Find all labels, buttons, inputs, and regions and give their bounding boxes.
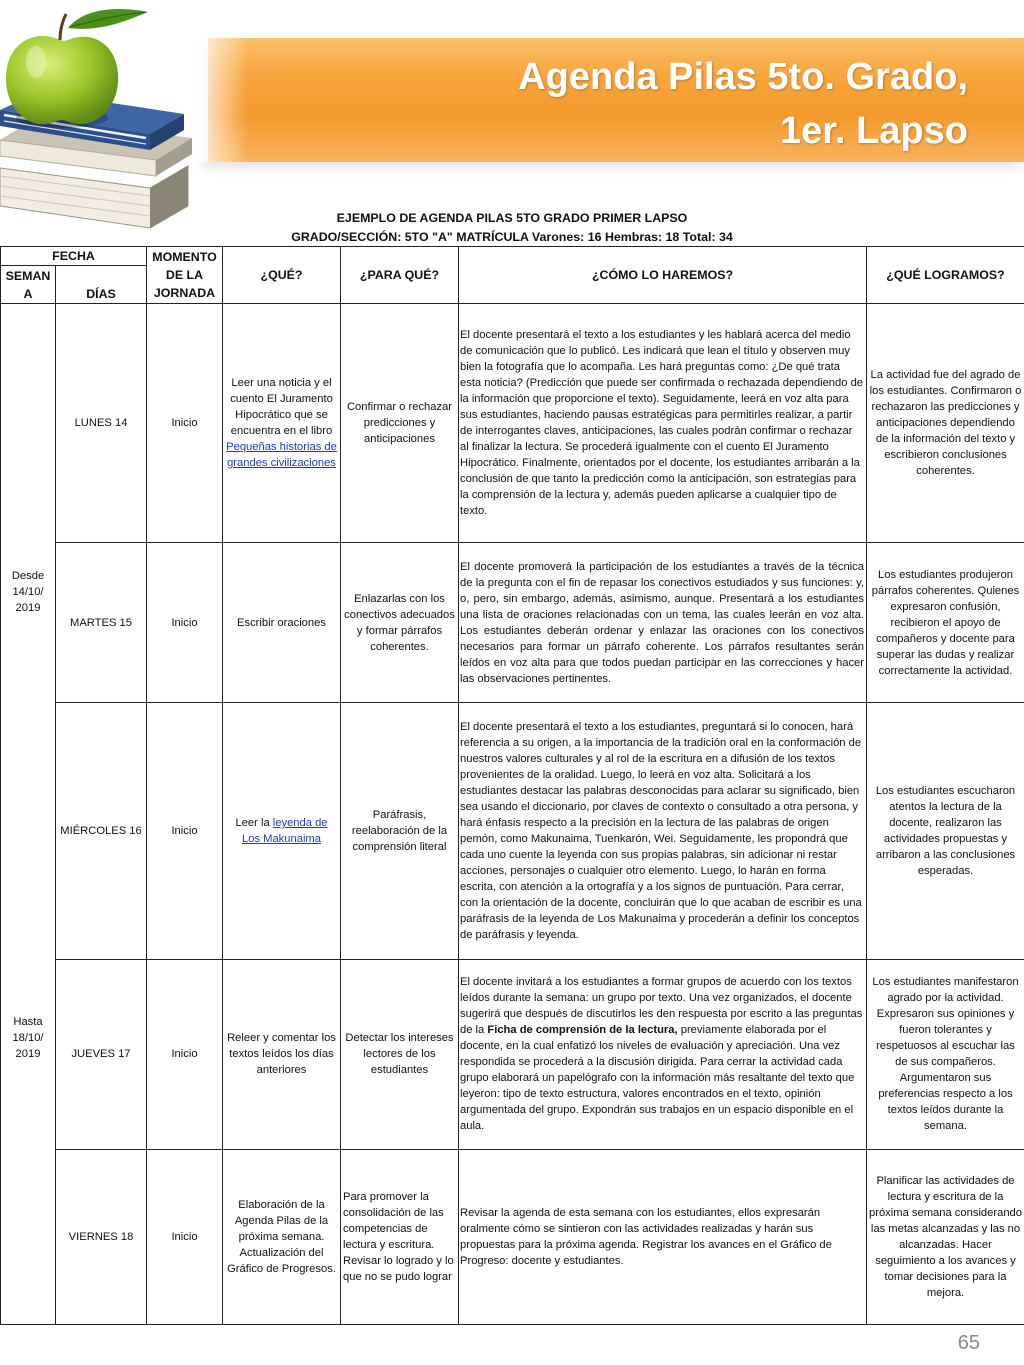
como-text-b: previamente elaborada por el docente, en la cual enfatizó los niveles de evaluación y apreciación. Una vez respondida se procederá a la discusión dirigida. Para cerrar la actividad cada grupo elaborará un papelógrafo con la información más resaltante del texto que leyeron: tipo de texto estructura, valores encontrados en el texto, opinión argumentada del grupo. Expondrán sus trabajos en un espacio disponible en el aula.	[460, 1024, 855, 1133]
book-link[interactable]: Pequeñas historias de grandes civilizaciones	[226, 441, 337, 470]
como-text-a: El docente invitará a los estudiantes a formar grupos de acuerdo con los textos leídos durante la semana: un grupo por texto. Una vez organizados, el docente sugerirá que después de discutirlos les den respuesta por escrito a las preguntas de la	[460, 976, 863, 1037]
header-que: ¿QUÉ?	[223, 247, 341, 304]
header-semana: SEMAN A	[1, 266, 56, 304]
header-para-que: ¿PARA QUÉ?	[341, 247, 459, 304]
table-row	[1, 703, 1024, 959]
para-que-cell: Confirmar o rechazar predicciones y anticipaciones	[341, 304, 459, 543]
momento-cell: Inicio	[147, 1149, 223, 1324]
momento-cell: Inicio	[147, 304, 223, 543]
header-row-1	[1, 247, 1024, 266]
day-cell: JUEVES 17	[56, 959, 147, 1149]
header-como: ¿CÓMO LO HAREMOS?	[459, 247, 867, 304]
table-row	[1, 543, 1024, 703]
slide-header	[0, 0, 1024, 232]
como-cell: El docente presentará el texto a los estudiantes, preguntará si lo conocen, hará referencia a su origen, a la importancia de la tradición oral en la conformación de nuestros valores culturales y al rol de la escritura en a difusión de los textos provenientes de la oralidad. Luego, lo leerá en voz alta. Solicitará a los estudiantes destacar las palabras desconocidas para aclarar su significado, bien sea usando el diccionario, por claves de contexto o consultado a otra persona, y hará énfasis respecto a la precisión en la lectura de las palabras de origen pemón, como Makunaima, Tuenkarón, Wei. Seguidamente, les propondrá que cada uno cuente la leyenda con sus propias palabras, sin adicionar ni restar acciones, personajes o cualquier otro elemento. Luego, lo harán en forma escrita, con atención a la ortografía y a los signos de puntuación. Para cerrar, con la orientación de la docente, concluirán que lo que acaban de escribir es una paráfrasis de la leyenda de Los Makunaima y procederán a definir los conceptos de paráfrasis y leyenda.	[459, 703, 867, 959]
que-cell: Escribir oraciones	[223, 543, 341, 703]
logramos-cell: La actividad fue del agrado de los estudiantes. Confirmaron o rechazaron las predicciones y anticipaciones dependiendo de la información del texto y escribieron conclusiones coherentes.	[867, 304, 1024, 543]
document-caption-title: EJEMPLO DE AGENDA PILAS 5TO GRADO PRIMER LAPSO	[336, 211, 688, 225]
table-row	[1, 304, 1024, 543]
slide-title: Agenda Pilas 5to. Grado, 1er. Lapso	[518, 56, 968, 152]
day-cell: VIERNES 18	[56, 1149, 147, 1324]
slide-number: 65	[957, 1332, 980, 1354]
que-cell	[223, 304, 341, 543]
table-row	[1, 1149, 1024, 1324]
document-caption-class-info: GRADO/SECCIÓN: 5TO "A" MATRÍCULA Varones: 16 Hembras: 18 Total: 34	[291, 230, 733, 244]
que-cell	[223, 703, 341, 959]
agenda-table	[0, 246, 1024, 1325]
que-text: Leer una noticia y el cuento El Juramento Hipocrático que se encuentra en el libro	[230, 377, 333, 438]
para-que-cell: Detectar los intereses lectores de los estudiantes	[341, 959, 459, 1149]
table-row	[1, 959, 1024, 1149]
logramos-cell: Los estudiantes produjeron párrafos coherentes. Quienes expresaron confusión, recibieron el apoyo de compañeros y docente para superar las dudas y realizar correctamente la actividad.	[867, 543, 1024, 703]
week-cell	[1, 304, 56, 1325]
week-desde: Desde 14/10/ 2019	[11, 570, 45, 614]
que-text: Leer la	[235, 817, 270, 829]
momento-cell: Inicio	[147, 703, 223, 959]
week-hasta: Hasta 18/10/ 2019	[12, 1016, 44, 1060]
como-cell: El docente presentará el texto a los estudiantes y les hablará acerca del medio de comunicación que lo publicó. Les indicará que lean el título y observen muy bien la fotografía que lo acompaña. Les hará preguntas como: ¿De qué trata esta noticia? (Predicción que puede ser confirmada o rechazada dependiendo de la información que proporcione el texto). Seguidamente, leerá en voz alta para sus estudiantes, haciendo pausas estratégicas para permitirles realizar, a partir de interrogantes claves, anticipaciones, las cuales podrán confirmar o rechazar al finalizar la lectura. Se procederá igualmente con el cuento El Juramento Hipocrático. Finalmente, orientados por el docente, los estudiantes arribarán a la conclusión de que tanto la predicción como la anticipación, son estrategias para la comprensión de la lectura y, además pueden aplicarse a cualquier tipo de texto.	[459, 304, 867, 543]
header-momento: MOMENTO DE LA JORNADA	[147, 247, 223, 304]
day-cell: MARTES 15	[56, 543, 147, 703]
como-cell: El docente promoverá la participación de los estudiantes a través de la técnica de la pregunta con el fin de repasar los conectivos estudiados y sus funciones: y, o, pero, sin embargo, además, asimismo, aunque. Presentará a los estudiantes una lista de oraciones relacionadas con un tema, las cuales leerán en voz alta. Los estudiantes deberán ordenar y enlazar las oraciones con los conectivos necesarios para formar un párrafo coherente. Los párrafos resultantes serán leídos en voz alta para que todos puedan participar en las correcciones y hacer las observaciones pertinentes.	[459, 543, 867, 703]
para-que-cell: Paráfrasis, reelaboración de la comprensión literal	[341, 703, 459, 959]
logramos-cell: Planificar las actividades de lectura y escritura de la próxima semana considerando las metas alcanzadas y las no alcanzadas. Hacer seguimiento a los avances y tomar decisiones para la mejora.	[867, 1149, 1024, 1324]
header-dias: DÍAS	[56, 266, 147, 304]
day-cell: LUNES 14	[56, 304, 147, 543]
legend-link[interactable]: leyenda de Los Makunaima	[242, 817, 328, 845]
logramos-cell: Los estudiantes escucharon atentos la lectura de la docente, realizaron las actividades propuestas y arribaron a las conclusiones esperadas.	[867, 703, 1024, 959]
apple-books-illustration	[0, 0, 215, 232]
como-bold-ficha: Ficha de comprensión de la lectura,	[487, 1024, 678, 1037]
como-cell: Revisar la agenda de esta semana con los estudiantes, ellos expresarán oralmente cómo se sintieron con las actividades realizadas y harán sus propuestas para la próxima agenda. Registrar los avances en el Gráfico de Progreso: docente y estudiantes.	[459, 1149, 867, 1324]
para-que-cell: Para promover la consolidación de las competencias de lectura y escritura. Revisar lo logrado y lo que no se pudo lograr	[341, 1149, 459, 1324]
header-fecha: FECHA	[1, 247, 147, 266]
header-logramos: ¿QUÉ LOGRAMOS?	[867, 247, 1024, 304]
como-cell	[459, 959, 867, 1149]
logramos-cell: Los estudiantes manifestaron agrado por la actividad. Expresaron sus opiniones y fueron tolerantes y respetuosos al escuchar las de sus compañeros. Argumentaron sus preferencias respecto a los textos leídos durante la semana.	[867, 959, 1024, 1149]
que-cell: Releer y comentar los textos leídos los días anteriores	[223, 959, 341, 1149]
que-cell: Elaboración de la Agenda Pilas de la próxima semana. Actualización del Gráfico de Progresos.	[223, 1149, 341, 1324]
day-cell: MIÉRCOLES 16	[56, 703, 147, 959]
momento-cell: Inicio	[147, 543, 223, 703]
para-que-cell: Enlazarlas con los conectivos adecuados y formar párrafos coherentes.	[341, 543, 459, 703]
momento-cell: Inicio	[147, 959, 223, 1149]
